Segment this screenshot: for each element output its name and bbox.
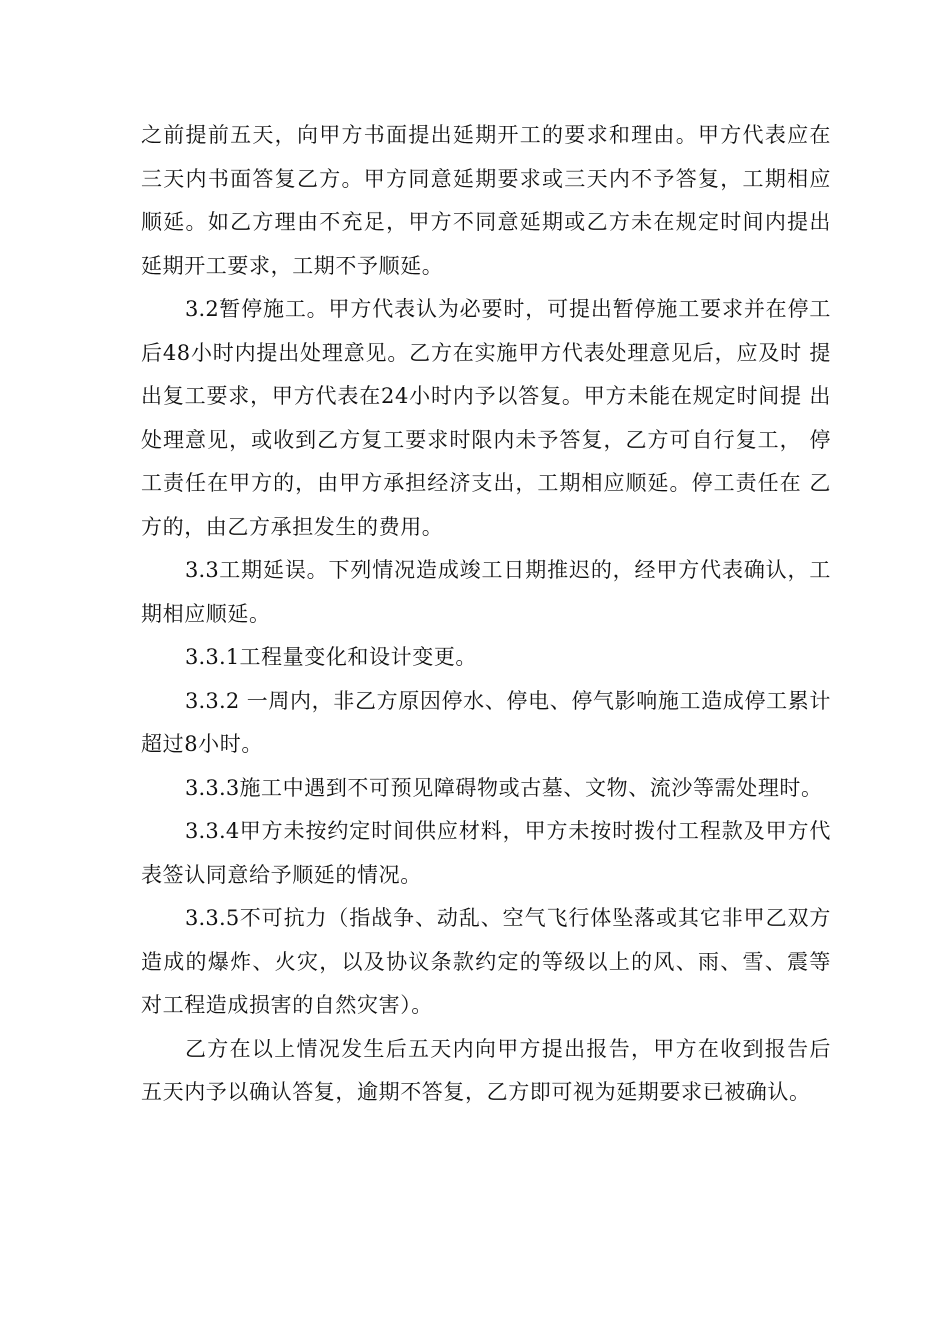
paragraph-text: 乙方在以上情况发生后五天内向甲方提出报告，甲方在收到报告后五天内予以确认答复，逾期不答复，乙方即可视为延期要求已被确认。 (141, 1036, 831, 1104)
clause-text: 暂停施工。甲方代表认为必要时，可提出暂停施工要求并在停工后48小时内提出处理意见。乙方在实施甲方代表处理意见后，应及时 提出复工要求，甲方代表在24小时内予以答复。甲方未能在规定时间提 出处理意见，或收到乙方复工要求时限内未予答复，乙方可自行复工， 停工责任在甲方的，由甲方承担经济支出，工期相应顺延。停工责任在 乙方的，由乙方承担发生的费用。 (141, 297, 831, 539)
clause-text: 工期延误。下列情况造成竣工日期推迟的，经甲方代表确认，工期相应顺延。 (141, 558, 831, 626)
clause-number: 3.3.2 (185, 688, 240, 713)
clause-3-2 (141, 288, 831, 549)
clause-3-3-4 (141, 810, 831, 897)
paragraph-text: 之前提前五天，向甲方书面提出延期开工的要求和理由。甲方代表应在三天内书面答复乙方。甲方同意延期要求或三天内不予答复，工期相应顺延。如乙方理由不充足，甲方不同意延期或乙方未在规定时间内提出延期开工要求，工期不予顺延。 (141, 123, 831, 278)
clause-3-3-2 (141, 680, 831, 767)
clause-number: 3.2 (185, 297, 219, 321)
clause-number: 3.3.1 (185, 645, 240, 669)
clause-text: 施工中遇到不可预见障碍物或古墓、文物、流沙等需处理时。 (239, 775, 823, 800)
clause-text: 甲方未按约定时间供应材料，甲方未按时拨付工程款及甲方代表签认同意给予顺延的情况。 (141, 819, 831, 887)
clause-number: 3.3.4 (185, 819, 240, 843)
paragraph-continuation (141, 114, 831, 288)
clause-text: 不可抗力（指战争、动乱、空气飞行体坠落或其它非甲乙双方造成的爆炸、火灾，以及协议条款约定的等级以上的风、雨、雪、震等对工程造成损害的自然灾害）。 (141, 906, 831, 1017)
clause-3-3 (141, 549, 831, 636)
clause-3-3-3 (141, 767, 831, 811)
clause-text: 一周内，非乙方原因停水、停电、停气影响施工造成停工累计超过8小时。 (141, 688, 831, 756)
clause-number: 3.3.5 (185, 906, 240, 930)
document-body (141, 114, 831, 1115)
clause-number: 3.3.3 (185, 775, 240, 800)
clause-text: 工程量变化和设计变更。 (239, 645, 478, 669)
clause-number: 3.3 (185, 558, 219, 582)
clause-3-3-5 (141, 897, 831, 1028)
paragraph-report (141, 1028, 831, 1115)
clause-3-3-1 (141, 636, 831, 680)
